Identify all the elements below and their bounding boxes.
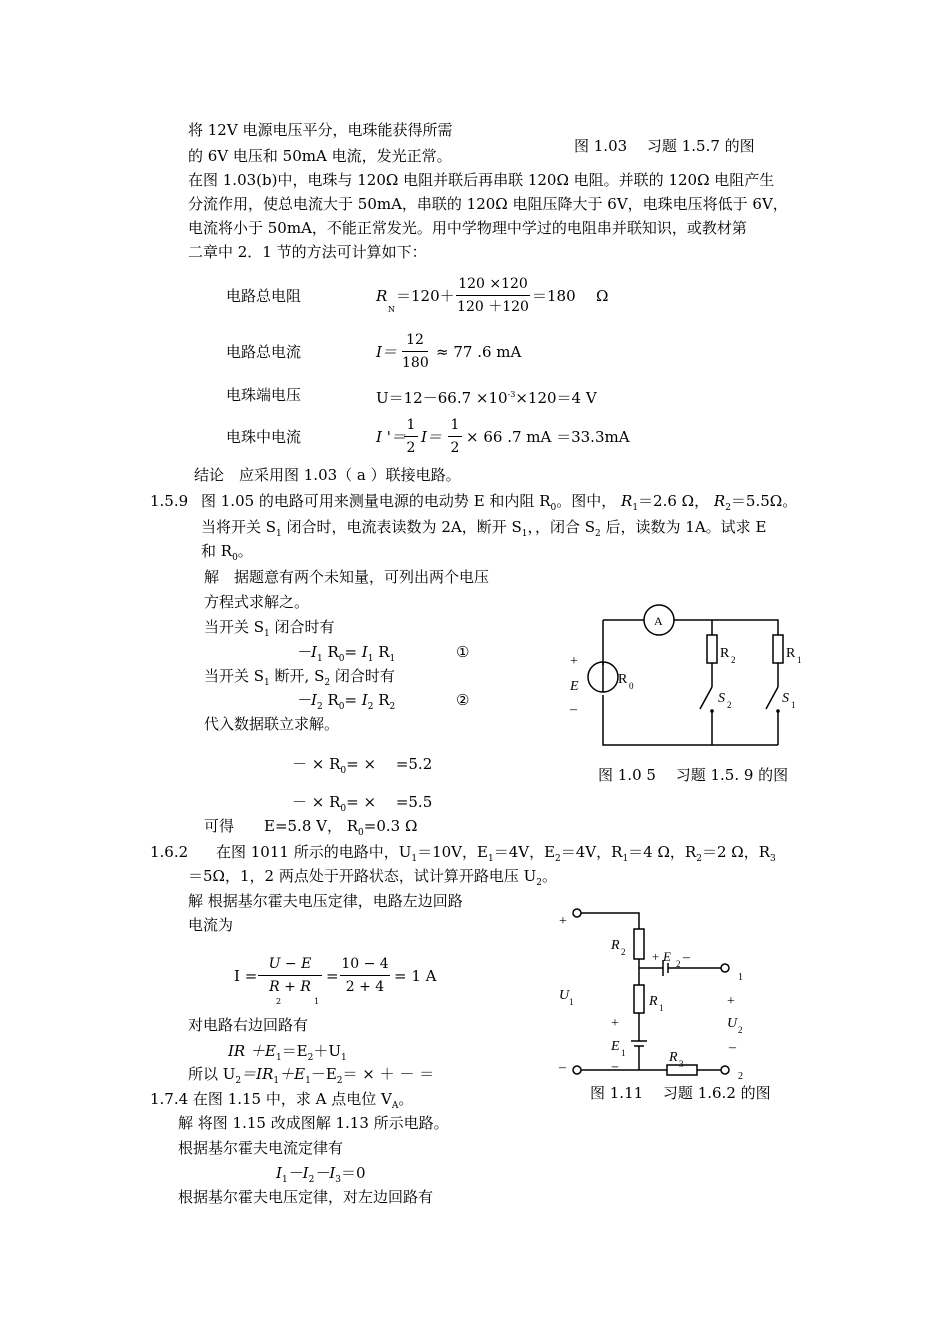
kvl-label: 根据基尔霍夫电压定律，对左边回路有 — [178, 1188, 434, 1206]
paragraph-b-line-4: 二章中 2．1 节的方法可计算如下： — [188, 243, 427, 261]
sub: 1 — [389, 654, 396, 664]
text: － × R — [292, 793, 341, 811]
sub: 3 — [770, 854, 776, 864]
sub: 1 — [281, 1175, 288, 1185]
therefore-equation — [188, 1064, 434, 1091]
text: R — [322, 691, 339, 709]
sub: 1 — [341, 1053, 347, 1063]
plus-e1: + — [611, 1016, 619, 1031]
u2-label: U — [727, 1016, 738, 1031]
resistor-r1 — [634, 985, 644, 1013]
fraction-bar — [340, 975, 390, 976]
fraction-bar — [402, 351, 428, 352]
right-loop-label: 对电路右边回路有 — [188, 1016, 309, 1034]
terminal-2 — [721, 1066, 729, 1074]
bulb-current-fraction-1 — [404, 417, 418, 456]
text: －I — [314, 1164, 336, 1182]
sub: 1 — [367, 654, 374, 664]
r0-label: R — [618, 672, 628, 687]
equation-2-mark: ② — [456, 691, 470, 709]
node-2: 2 — [738, 1071, 743, 1082]
s2-sub: 2 — [727, 700, 732, 710]
switch-contact — [710, 709, 714, 713]
paragraph-b-line-3: 电流将小于 50mA，不能正常发光。用中学物理中学过的电阻串并联知识，或教材第 — [188, 219, 747, 237]
fig-111-caption: 图 1.11 习题 1.6.2 的图 — [590, 1084, 771, 1102]
intro-line-2: 的 6V 电压和 50mA 电流，发光正常。 — [188, 147, 452, 165]
text: －I — [296, 691, 317, 709]
case-1 — [204, 617, 335, 644]
r2-sub: 2 — [621, 947, 626, 957]
sub: 0 — [358, 828, 364, 838]
text: － × R — [292, 755, 341, 773]
text: = I — [344, 643, 368, 661]
r1-val: ＝2.6 Ω， — [638, 492, 710, 510]
minus-label: – — [570, 702, 577, 717]
switch-s2 — [700, 687, 712, 709]
problem-1-5-9-number: 1.5.9 — [150, 492, 189, 510]
e1-sub: 1 — [621, 1048, 626, 1058]
text: ＝4V，E — [493, 843, 556, 861]
text: IR ＋E — [228, 1042, 276, 1060]
text: －I — [296, 643, 317, 661]
sub: 0 — [338, 654, 345, 664]
wire — [581, 913, 639, 929]
switch-contact — [776, 709, 780, 713]
den-sub-2: 1 — [314, 997, 320, 1006]
r1-label: R — [786, 646, 796, 661]
sub: 2 — [555, 854, 561, 864]
sub: 1 — [264, 629, 270, 639]
text: R — [373, 643, 390, 661]
bulb-current-label: 电珠中电流 — [226, 428, 302, 446]
sub: 0 — [550, 503, 557, 513]
resistor-r2 — [634, 929, 644, 959]
total-resistance-lhs: R — [376, 287, 388, 305]
sub: 3 — [335, 1175, 342, 1185]
fraction-denominator: 120 ＋120 — [457, 299, 529, 315]
text: 。 — [398, 1090, 414, 1108]
sub: 1 — [264, 678, 270, 688]
text: 当开关 S — [204, 667, 265, 685]
bulb-current-lhs: I '＝ — [376, 428, 406, 446]
sub: 2 — [696, 854, 702, 864]
bulb-voltage-equation — [376, 385, 597, 408]
e2-sub: 2 — [676, 959, 681, 969]
equation-1-mark: ① — [456, 643, 470, 661]
total-current-lhs: I＝ — [376, 343, 397, 361]
text: ＝5Ω，1，2 两点处于开路状态，试计算开路电压 U — [188, 867, 537, 885]
fraction-numerator: 10 − 4 — [341, 956, 389, 972]
bulb-current-result: × 66 .7 mA ＝33.3mA — [466, 428, 630, 446]
figure-1-11-circuit — [555, 905, 775, 1085]
text: 在图 1011 所示的电路中，U — [216, 843, 412, 861]
solution-1-6-2-line-1: 解 根据基尔霍夫电压定律，电路左边回路 — [188, 892, 463, 910]
text: R — [373, 691, 390, 709]
text: 断开, S — [269, 667, 325, 685]
sub: 1 — [521, 529, 528, 539]
sub: 1 — [276, 529, 282, 539]
sub: 2 — [324, 678, 331, 688]
fraction-denominator: 2 — [406, 440, 416, 456]
problem-1-6-2-number: 1.6.2 — [150, 843, 189, 861]
problem-1-6-2-line-2 — [188, 866, 557, 893]
plus-label: + — [570, 654, 578, 669]
text: ＝IR — [241, 1065, 274, 1083]
bulb-voltage-eq: U＝12－66.7 ×10 — [376, 389, 508, 407]
text: －I — [287, 1164, 309, 1182]
sub: 1 — [316, 654, 323, 664]
text: ＝0 — [341, 1164, 366, 1182]
sub: 1 — [305, 1076, 311, 1086]
fig-105-caption: 图 1.0 5 习题 1.5. 9 的图 — [598, 766, 789, 784]
bulb-current-mid: I＝ — [421, 428, 442, 446]
total-current-label: 电路总电流 — [226, 343, 302, 361]
e-label: E — [570, 679, 579, 694]
fraction-numerator: 1 — [406, 417, 416, 433]
total-resistance-fraction — [456, 276, 530, 315]
fraction-denominator: 2 + 4 — [345, 979, 385, 995]
solution-1-7-4: 解 将图 1.15 改成图解 1.13 所示电路。 — [178, 1114, 449, 1132]
text: －E — [310, 1065, 337, 1083]
text: =0.3 Ω — [363, 817, 418, 835]
paragraph-b-line-2: 分流作用，使总电流大于 50mA，串联的 120Ω 电阻压降大于 6V，电珠电压将低于 6V， — [188, 195, 788, 213]
text: 当开关 S — [204, 618, 265, 636]
sub: 2 — [367, 702, 374, 712]
problem-1-7-4-line-1 — [150, 1089, 413, 1116]
text: 闭合时，电流表读数为 2A，断开 S — [281, 518, 522, 536]
sub: 0 — [232, 553, 238, 563]
resistor-r1 — [773, 635, 783, 663]
r1: R — [621, 492, 633, 510]
fraction-denominator — [258, 979, 322, 995]
den: R + R — [269, 979, 311, 995]
switch-s1 — [766, 687, 778, 709]
r2: R — [713, 492, 726, 510]
u1-label: U — [559, 988, 570, 1003]
plus-top: + — [559, 914, 567, 929]
wire — [674, 620, 778, 635]
e1-label: E — [611, 1039, 620, 1054]
text: ＝4 Ω，R — [628, 843, 697, 861]
text: 和 R — [201, 542, 233, 560]
bulb-voltage-label: 电珠端电压 — [226, 386, 302, 404]
sub: 1 — [632, 503, 639, 513]
text: ＝ × ＋ － ＝ — [342, 1065, 435, 1083]
conclusion: 结论 应采用图 1.03（ a ）联接电路。 — [194, 466, 461, 484]
fraction-bar — [448, 436, 462, 437]
s1-label: S — [782, 691, 789, 706]
bulb-voltage-rest: ×120＝4 V — [515, 389, 597, 407]
r0-sub: 0 — [629, 681, 634, 691]
text: 所以 U — [188, 1065, 236, 1083]
r3-sub: 3 — [679, 1059, 684, 1069]
r2-sub: 2 — [731, 655, 736, 665]
text: ＝E — [281, 1042, 308, 1060]
plus-mid: + — [727, 994, 735, 1009]
fraction-numerator: 12 — [406, 332, 424, 348]
sub: 2 — [235, 1076, 242, 1086]
sub: 2 — [336, 1076, 343, 1086]
problem-1-6-2-line-1 — [216, 842, 776, 869]
fraction-bar — [456, 295, 530, 296]
equation-2 — [296, 690, 395, 717]
current-fraction-1 — [258, 956, 322, 995]
total-resistance-lhs-sub: N — [388, 305, 395, 314]
fraction-numerator: 120 ×120 — [458, 276, 528, 292]
terminal-1 — [721, 964, 729, 972]
total-resistance-label: 电路总电阻 — [226, 287, 302, 305]
fraction-denominator: 2 — [450, 440, 460, 456]
text: R — [322, 643, 339, 661]
terminal-top-left — [573, 909, 581, 917]
e2-label: + E — [651, 949, 671, 964]
sub: 2 — [536, 878, 542, 888]
problem-1-5-9-line-3 — [201, 541, 253, 568]
r2-label: R — [720, 646, 730, 661]
bulb-current-fraction-2 — [448, 417, 462, 456]
text: ＋U — [313, 1042, 342, 1060]
r2-val: ＝5.5Ω。 — [730, 492, 798, 510]
current-fraction-2 — [340, 956, 390, 995]
text: 可得 E=5.8 V， R — [204, 817, 359, 835]
r1-sub: 1 — [797, 655, 802, 665]
problem-1-5-9-line-2 — [201, 517, 766, 544]
fraction-numerator: U − E — [268, 956, 312, 972]
text: = × =5.5 — [346, 793, 433, 811]
current-eq: = — [326, 967, 339, 985]
sub: 0 — [338, 702, 345, 712]
sub: 1 — [275, 1053, 282, 1063]
text: 。 — [541, 867, 557, 885]
s2-label: S — [718, 691, 725, 706]
solution-1-5-9-line-1: 解 据题意有两个未知量，可列出两个电压 — [204, 568, 490, 586]
total-current-result: ≈ 77 .6 mA — [436, 343, 522, 361]
kcl-label: 根据基尔霍夫电流定律有 — [178, 1139, 344, 1157]
bulb-voltage-exp: -3 — [507, 390, 516, 399]
u1-sub: 1 — [569, 997, 574, 1007]
figure-1-05-circuit — [560, 605, 820, 755]
sub: 2 — [316, 702, 323, 712]
problem-1-5-9-line-1 — [201, 491, 797, 518]
result-1-5-9 — [204, 816, 417, 843]
substitute: 代入数据联立求解。 — [204, 715, 340, 733]
text: 。 — [237, 542, 253, 560]
resistor-r2 — [707, 635, 717, 663]
s1-sub: 1 — [791, 700, 796, 710]
eq-mark: = — [611, 1062, 619, 1077]
ammeter-label: A — [654, 614, 663, 628]
sub: 2 — [308, 1175, 315, 1185]
text: 图 1.05 的电路可用来测量电源的电动势 E 和内阻 R — [201, 492, 551, 510]
text: 闭合时有 — [269, 618, 335, 636]
sub: 1 — [487, 854, 494, 864]
fig-103-caption: 图 1.03 习题 1.5.7 的图 — [574, 137, 755, 155]
sub: 2 — [725, 503, 731, 513]
text: ，，闭合 S — [527, 518, 596, 536]
e2-minus: – — [683, 950, 690, 965]
total-resistance-result: ＝180 — [532, 287, 576, 305]
current-lhs: I = — [234, 967, 258, 985]
r3-label: R — [669, 1050, 678, 1065]
numeric-equation-1 — [292, 754, 432, 781]
den-sub-1: 2 — [276, 997, 282, 1006]
node-1: 1 — [738, 972, 743, 983]
sub: 2 — [307, 1053, 314, 1063]
sub: 2 — [595, 529, 601, 539]
text: 当将开关 S — [201, 518, 277, 536]
text: = × =5.2 — [346, 755, 433, 773]
total-current-fraction — [402, 332, 428, 371]
sub: 2 — [389, 702, 396, 712]
sub: 0 — [340, 766, 347, 776]
text: 。图中， — [556, 492, 617, 510]
text: ＋E — [279, 1065, 306, 1083]
sub: A — [391, 1101, 399, 1111]
text: ＝4V，R — [560, 843, 623, 861]
solution-1-6-2-line-2: 电流为 — [188, 916, 234, 934]
fraction-denominator: 180 — [402, 355, 429, 371]
text: 闭合时有 — [330, 667, 395, 685]
sub: 1 — [273, 1076, 280, 1086]
r1-label: R — [649, 994, 658, 1009]
solution-1-5-9-line-2: 方程式求解之。 — [204, 593, 310, 611]
current-result: = 1 A — [394, 967, 437, 985]
sub: 1 — [411, 854, 418, 864]
paragraph-b-line-1: 在图 1.03(b)中，电珠与 120Ω 电阻并联后再串联 120Ω 电阻。并联的 120Ω 电阻产生 — [188, 171, 775, 189]
r1-sub: 1 — [659, 1003, 664, 1013]
wire — [603, 695, 778, 745]
fraction-bar — [258, 975, 322, 976]
fraction-bar — [404, 436, 418, 437]
text: ＝10V，E — [417, 843, 488, 861]
u2-sub: 2 — [738, 1025, 743, 1035]
numeric-equation-2 — [292, 792, 432, 819]
total-resistance-unit: Ω — [596, 287, 609, 305]
text: = I — [344, 691, 368, 709]
text: I — [276, 1164, 282, 1182]
text: 后，读数为 1A。试求 E — [600, 518, 767, 536]
text: ＝2 Ω，R — [701, 843, 770, 861]
fraction-numerator: 1 — [450, 417, 460, 433]
total-resistance-eq: ＝120＋ — [396, 287, 455, 305]
intro-line-1: 将 12V 电源电压平分，电珠能获得所需 — [188, 121, 453, 139]
sub: 0 — [340, 804, 347, 814]
terminal-bottom-left — [573, 1066, 581, 1074]
r2-label: R — [611, 938, 620, 953]
minus-right: – — [729, 1040, 736, 1055]
equation-1 — [296, 642, 395, 669]
case-2 — [204, 666, 395, 693]
text: 1.7.4 在图 1.15 中，求 A 点电位 V — [150, 1090, 392, 1108]
sub: 1 — [622, 854, 629, 864]
kcl-equation — [276, 1163, 366, 1190]
minus-left: – — [559, 1060, 566, 1075]
